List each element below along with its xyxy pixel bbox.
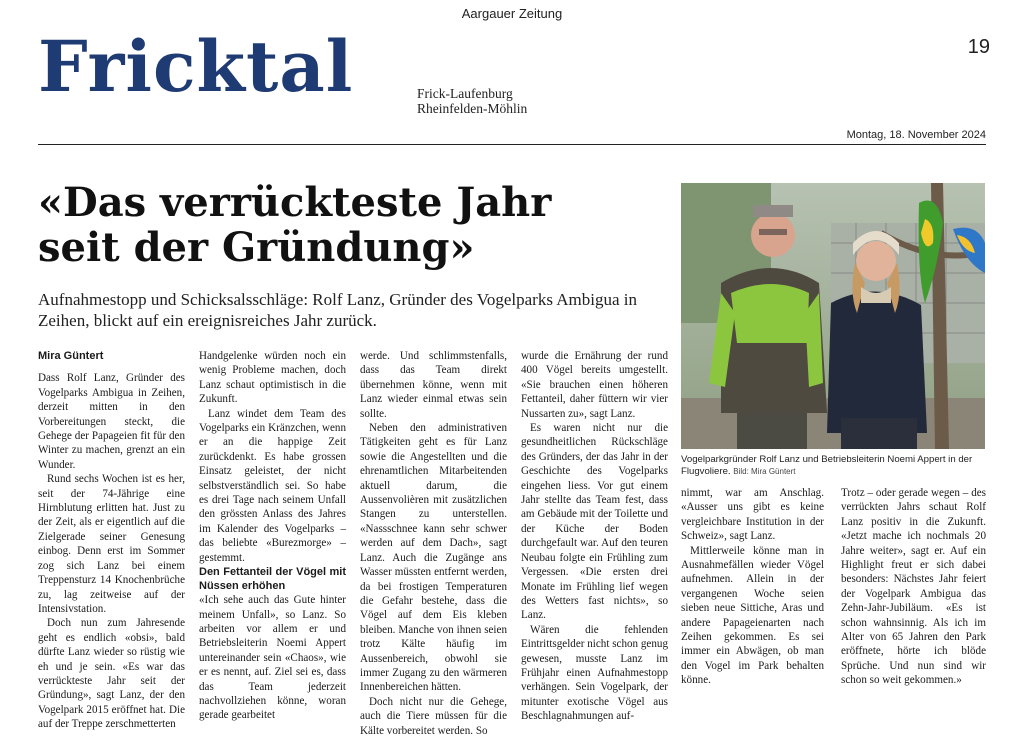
article-column-1 — [38, 349, 185, 732]
photo-illustration — [681, 183, 985, 449]
article-subheading: Den Fettanteil der Vögel mit Nüssen erhöhen — [199, 566, 346, 593]
article-column-4 — [521, 349, 668, 724]
paragraph: Doch nicht nur die Gehege, auch die Tiere müssen für die Kälte vorbereitet werden. So — [360, 695, 507, 737]
article-column-2 — [199, 349, 346, 723]
article-photo — [681, 183, 985, 449]
headline-line: «Das verrückteste Jahr — [38, 179, 552, 226]
section-regions — [417, 86, 527, 116]
region-line: Rheinfelden-Möhlin — [417, 101, 528, 116]
paragraph: Lanz windet dem Team des Vogelparks ein Kränzchen, wenn er an die happige Zeit zurückdenkt. Es habe grossen Einsatz geleistet, der nicht selbstverständlich sei. So habe es drei Tage nach seinem Unfall den grössten Anlass des Jahres im Kalender des Vogelparks – das beliebte «Burezmorge» – gestemmt. — [199, 407, 346, 564]
paragraph: Dass Rolf Lanz, Gründer des Vogelparks Ambigua in Zeihen, derzeit mitten in den Vorbereitungen steckt, die Gehege der Papageien fit für den Winter zu machen, grenzt an ein Wunder. — [38, 372, 185, 471]
photo-credit: Bild: Mira Güntert — [733, 467, 796, 476]
masthead-rule — [38, 144, 986, 145]
paragraph: Rund sechs Wochen ist es her, seit der 74-Jährige eine Hirnblutung erlitten hat. Just zu der Zeit, als er eigentlich auf die Zielgerade seiner Genesung einbog. Denn erst im Sommer zog sich Lanz bei einem Treppensturz 14 Knochenbrüche zu, lag zeitweise auf der Intensivstation. — [38, 473, 185, 615]
section-masthead: Fricktal — [38, 25, 354, 108]
paragraph: «Ich sehe auch das Gute hinter meinem Unfall», so Lanz. So arbeiten vor allem er und Betriebsleiterin Noemi Appert untereinander sein «Chaos», wie er es nennt, auf. Ziel sei es, dass das Team jederzeit nachvollziehen könne, woran gerade gearbeitet — [199, 594, 346, 722]
article-column-5 — [681, 486, 824, 688]
article-column-3 — [360, 349, 507, 738]
paragraph: Neben den administrativen Tätigkeiten geht es für Lanz sowie die Angestellten und die ehrenamtlichen Mitarbeitenden aktuell darum, die Aussenvolièren mit zusätzlichen Stangen zu unterstellen. «Nassschnee kann sehr schwer werden auf dem Dach», sagt Lanz. Auch die Zugänge ans Wasser müssten entfernt werden, da bei frostigen Temperaturen die Gefahr bestehe, dass die Vögel auf dem Eis kleben bleiben. Manche von ihnen seien trotz Kälte häufig im Aussenbereich, obwohl sie immer Zugang zu den wärmeren Innenbereichen hätten. — [360, 422, 507, 694]
paragraph: Wären die fehlenden Eintrittsgelder nicht schon genug gewesen, musste Lanz im Frühjahr einen Aufnahmestopp verhängen. Sein Vogelpark, der mitunter exotische Vögel aus Beschlagnahmungen auf- — [521, 623, 668, 723]
paragraph: Trotz – oder gerade wegen – des verrückten Jahrs schaut Rolf Lanz positiv in die Zukunft. «Jetzt mache ich nochmals 20 Jahre weiter», sagt er. Auf ein Highlight freut er sich dabei besonders: Nächstes Jahr feiert der Vogelpark Ambigua das Zehn-Jahr-Jubiläum. «Es ist schon wahnsinnig. Als ich im Alter von 65 Jahren den Park eröffnete, hörte ich blöde Sprüche. Und nun sind wir schon so weit gekommen.» — [841, 487, 986, 687]
article-column-6 — [841, 486, 986, 688]
paragraph: Mittlerweile könne man in Ausnahmefällen wieder Vögel aufnehmen. Allein in der vergangenen Woche seien sieben neue Sittiche, Aras und andere Papageienarten nach Zeihen gekommen. Es sei immer ein Abwägen, ob man den Vogel im Park behalten könne. — [681, 544, 824, 687]
paragraph: Handgelenke würden noch ein wenig Probleme machen, doch Lanz schaut optimistisch in die Zukunft. — [199, 350, 346, 406]
paragraph: werde. Und schlimmstenfalls, dass das Team direkt übernehmen könne, wenn mit Lanz wieder einmal etwas sein sollte. — [360, 350, 507, 420]
article-lead: Aufnahmestopp und Schicksalsschläge: Rolf Lanz, Gründer des Vogelparks Ambigua in Zeihen, blickt auf ein ereignisreiches Jahr zurück. — [38, 290, 637, 330]
article-headline — [38, 180, 668, 270]
issue-date: Montag, 18. November 2024 — [846, 129, 986, 141]
photo-caption — [681, 454, 985, 478]
caption-text: Vogelparkgründer Rolf Lanz und Betriebsleiterin Noemi Appert in der Flugvoliere. — [681, 454, 973, 477]
paragraph: Es waren nicht nur die gesundheitlichen Rückschläge des Gründers, der das Jahr in der Geschichte des Vogelparks eingehen liess. Vor gut einem Jahr stellte das Team fest, dass am Gebäude mit der Toilette und der Küche der Boden durchgefault war. Auf den teuren Neubau folgte ein Frühling zum Vergessen. «Die ersten drei Monate im Frühling lief wegen des Wetters fast nichts», so Lanz. — [521, 422, 668, 622]
paragraph: Doch nun zum Jahresende geht es endlich «obsi», bald dürfte Lanz wieder so rüstig wie eh und je sein. «Es war das verrückteste Jahr seit der Gründung», sagt Lanz, der den Vogelpark 2015 eröffnet hat. Die auf der Treppe zerschmetterten — [38, 617, 185, 731]
region-line: Frick-Laufenburg — [417, 86, 513, 101]
publication-name: Aargauer Zeitung — [461, 6, 563, 21]
paragraph: nimmt, war am Anschlag. «Ausser uns gibt es keine vergleichbare Institution in der Schweiz», sagt Lanz. — [681, 487, 824, 543]
page-number: 19 — [967, 36, 990, 58]
paragraph: wurde die Ernährung der rund 400 Vögel bereits umgestellt. «Sie brauchen einen höheren Fettanteil, daher füttern wir vier Nussarten zu», sagt Lanz. — [521, 350, 668, 420]
headline-line: seit der Gründung» — [38, 224, 475, 271]
author-byline: Mira Güntert — [38, 350, 104, 362]
